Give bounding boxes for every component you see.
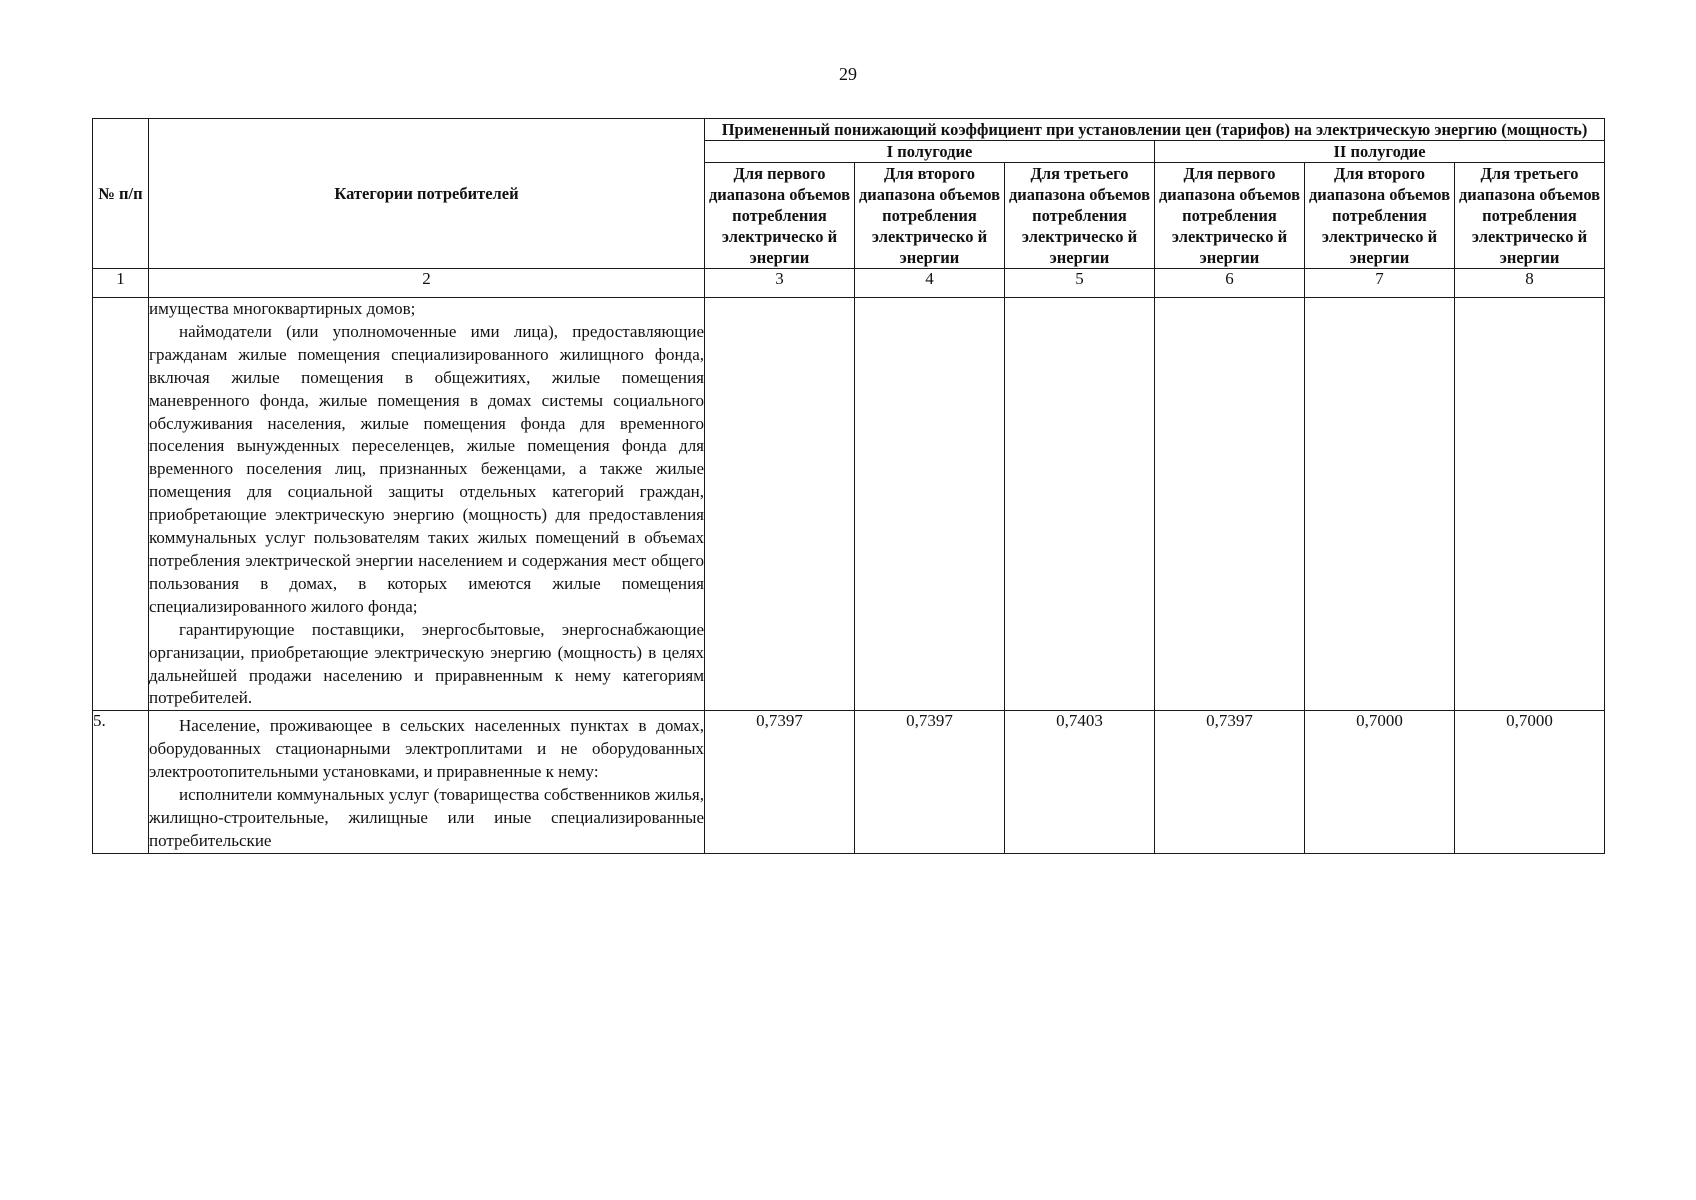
coefficient-value — [705, 298, 855, 711]
col-number: 1 — [93, 269, 149, 298]
coefficient-value: 0,7397 — [705, 711, 855, 853]
category-paragraph: имущества многоквартирных домов; — [149, 299, 416, 318]
coefficient-value: 0,7000 — [1455, 711, 1605, 853]
header-half-1: I полугодие — [705, 141, 1155, 163]
header-sub-3: Для третьего диапазона объемов потребления электрическо й энергии — [1005, 163, 1155, 269]
category-cell — [149, 711, 705, 853]
category-paragraph: гарантирующие поставщики, энергосбытовые, энергоснабжающие организации, приобретающие электрическую энергию (мощность) в целях дальнейшей продажи населению и приравненным к нему категориям потребителей. — [149, 619, 704, 708]
table-row — [93, 298, 1605, 711]
header-sub-2: Для второго диапазона объемов потребления электрическо й энергии — [855, 163, 1005, 269]
header-category: Категории потребителей — [149, 119, 705, 269]
header-sub-1: Для первого диапазона объемов потребления электрическо й энергии — [705, 163, 855, 269]
col-number: 6 — [1155, 269, 1305, 298]
coefficient-value: 0,7403 — [1005, 711, 1155, 853]
coefficient-value — [1305, 298, 1455, 711]
header-sub-5: Для второго диапазона объемов потребления электрическо й энергии — [1305, 163, 1455, 269]
coefficient-value — [1155, 298, 1305, 711]
col-number: 4 — [855, 269, 1005, 298]
header-coefficient: Примененный понижающий коэффициент при установлении цен (тарифов) на электрическую энергию (мощность) — [705, 119, 1605, 141]
coefficient-value — [855, 298, 1005, 711]
column-number-row — [93, 269, 1605, 298]
page-number: 29 — [839, 64, 857, 84]
row-number — [93, 298, 149, 711]
coefficient-value: 0,7000 — [1305, 711, 1455, 853]
col-number: 8 — [1455, 269, 1605, 298]
category-paragraph: наймодатели (или уполномоченные ими лица), предоставляющие гражданам жилые помещения специализированного жилищного фонда, включая жилые помещения в общежитиях, жилые помещения маневренного фонда, жилые помещения в домах системы социального обслуживания населения, жилые помещения фонда для временного поселения вынужденных переселенцев, жилые помещения фонда для временного поселения лиц, признанных беженцами, а также жилые помещения для социальной защиты отдельных категорий граждан, приобретающие электрическую энергию (мощность) для предоставления коммунальных услуг пользователям таких жилых помещений в объемах потребления электрической энергии населением и содержания мест общего пользования в домах, в которых имеются жилые помещения специализированного жилого фонда; — [149, 321, 704, 616]
category-cell — [149, 298, 705, 711]
row-number: 5. — [93, 711, 149, 853]
category-paragraph: исполнители коммунальных услуг (товарищества собственников жилья, жилищно-строительные, жилищные или иные специализированные потребительские — [149, 785, 704, 850]
category-paragraph: Население, проживающее в сельских населенных пунктах в домах, оборудованных стационарными электроплитами и не оборудованных электроотопительными установками, и приравненные к нему: — [149, 716, 704, 782]
header-sub-4: Для первого диапазона объемов потребления электрическо й энергии — [1155, 163, 1305, 269]
col-number: 2 — [149, 269, 705, 298]
col-number: 5 — [1005, 269, 1155, 298]
table-row — [93, 711, 1605, 853]
coefficient-value: 0,7397 — [1155, 711, 1305, 853]
tariff-coefficient-table — [92, 118, 1605, 854]
coefficient-value: 0,7397 — [855, 711, 1005, 853]
coefficient-value — [1005, 298, 1155, 711]
coefficient-value — [1455, 298, 1605, 711]
col-number: 3 — [705, 269, 855, 298]
col-number: 7 — [1305, 269, 1455, 298]
header-half-2: II полугодие — [1155, 141, 1605, 163]
header-sub-6: Для третьего диапазона объемов потребления электрическо й энергии — [1455, 163, 1605, 269]
header-row-number: № п/п — [93, 119, 149, 269]
